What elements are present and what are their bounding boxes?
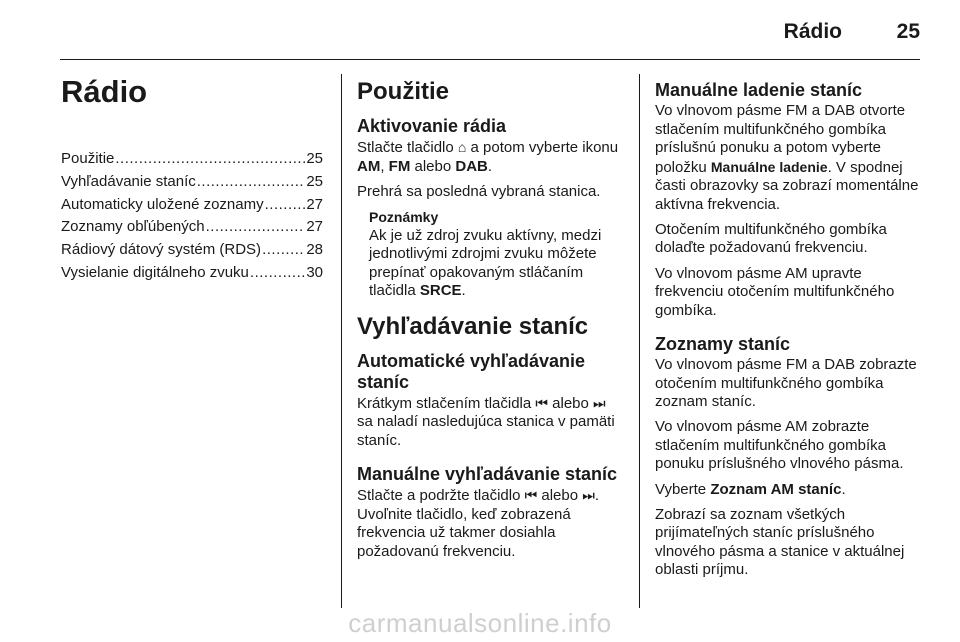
skip-next-icon: ⏭	[582, 487, 595, 504]
note-box: Poznámky Ak je už zdroj zvuku aktívny, medzi jednotlivými zdrojmi zvuku môžete prepínať opakovaným stláčaním tlačidla SRCE.	[369, 208, 621, 301]
skip-previous-icon: ⏮	[535, 394, 548, 411]
toc-item-page: 25	[306, 150, 323, 167]
toc-item-page: 25	[306, 172, 323, 190]
paragraph-manual-tuning: Vo vlnovom pásme FM a DAB otvorte stlačením multifunkčného gombíka príslušnú ponuku a potom vyberte položku Manuálne ladenie. V spodnej časti obrazovky sa zobrazí momentálne aktívna frekvencia.	[655, 102, 919, 213]
toc-item-title: Automaticky uložené zoznamy	[61, 195, 264, 213]
page-number: 25	[896, 20, 920, 43]
page-header	[0, 18, 960, 50]
subheading-manualne-vyhladavanie: Manuálne vyhľadávanie staníc	[357, 464, 618, 485]
paragraph-manual-search: Stlačte a podržte tlačidlo ⏮ alebo ⏭. Uvoľnite tlačidlo, keď zobrazená frekvencia už takmer dosiahla požadovanú frekvenciu.	[357, 487, 600, 560]
paragraph-list-shown: Zobrazí sa zoznam všetkých prijímateľných staníc príslušného vlnového pásma a stanice v aktuálnej oblasti príjmu.	[655, 505, 905, 579]
toc-item[interactable]	[61, 196, 323, 215]
paragraph-am-tune: Vo vlnovom pásme AM upravte frekvenciu otočením multifunkčného gombíka.	[655, 264, 895, 319]
skip-next-icon: ⏭	[593, 394, 606, 411]
toc-item-title: Zoznamy obľúbených	[61, 218, 205, 236]
home-icon: ⌂	[457, 139, 467, 155]
toc-item-page: 27	[306, 195, 323, 213]
toc-item-title: Vyhľadávanie staníc	[61, 172, 196, 190]
paragraph-last-station: Prehrá sa posledná vybraná stanica.	[357, 182, 601, 200]
chapter-title: Rádio	[61, 74, 148, 109]
paragraph-station-list-am: Vo vlnovom pásme AM zobrazte stlačením multifunkčného gombíka ponuku príslušného vlnového pásma.	[655, 418, 904, 473]
subheading-automaticke: Automatické vyhľadávanie staníc	[357, 350, 586, 392]
column-divider-2	[639, 74, 640, 608]
toc-leader	[265, 196, 306, 215]
toc-leader	[250, 264, 305, 283]
toc-leader	[206, 218, 306, 237]
toc-item-page: 30	[306, 263, 323, 281]
toc-item[interactable]	[61, 150, 323, 169]
toc-item-page: 27	[306, 218, 323, 236]
paragraph-fine-tune: Otočením multifunkčného gombíka dolaďte požadovanú frekvenciu.	[655, 220, 887, 257]
skip-previous-icon: ⏮	[524, 487, 538, 504]
toc-item-title: Vysielanie digitálneho zvuku	[61, 263, 249, 281]
toc-item-page: 28	[306, 241, 323, 259]
paragraph-station-list-fm: Vo vlnovom pásme FM a DAB zobrazte otočením multifunkčného gombíka zoznam staníc.	[655, 356, 917, 411]
subheading-manualne-ladenie: Manuálne ladenie staníc	[655, 80, 863, 100]
toc-column	[61, 72, 323, 287]
toc-item-title: Rádiový dátový systém (RDS)	[61, 241, 262, 259]
toc-item[interactable]	[61, 173, 323, 192]
toc-item-title: Použitie	[61, 150, 115, 167]
content-column-2	[357, 72, 621, 568]
toc-item[interactable]	[61, 218, 323, 237]
paragraph-auto-search: Krátkym stlačením tlačidla ⏮ alebo ⏭ sa naladí nasledujúca stanica v pamäti staníc.	[357, 394, 615, 449]
note-title: Poznámky	[369, 209, 439, 226]
toc-leader	[115, 150, 305, 169]
subheading-aktivovanie: Aktivovanie rádia	[357, 116, 507, 136]
section-heading-vyhladavanie: Vyhľadávanie staníc	[357, 312, 589, 340]
toc-item[interactable]	[61, 241, 323, 260]
toc-leader	[262, 241, 305, 260]
paragraph-activate: Stlačte tlačidlo ⌂ a potom vyberte ikonu AM, FM alebo DAB.	[357, 139, 619, 175]
section-heading-pouzitie: Použitie	[357, 78, 450, 105]
header-rule	[60, 59, 920, 60]
toc-leader	[197, 173, 306, 192]
subheading-zoznamy: Zoznamy staníc	[655, 334, 791, 355]
running-section-title: Rádio	[783, 20, 842, 43]
column-divider-1	[341, 74, 342, 608]
paragraph-select-list: Vyberte Zoznam AM staníc.	[655, 480, 846, 498]
toc-item[interactable]	[61, 264, 323, 283]
table-of-contents	[61, 150, 323, 282]
content-column-3	[655, 72, 923, 587]
watermark: carmanualsonline.info	[348, 608, 612, 638]
